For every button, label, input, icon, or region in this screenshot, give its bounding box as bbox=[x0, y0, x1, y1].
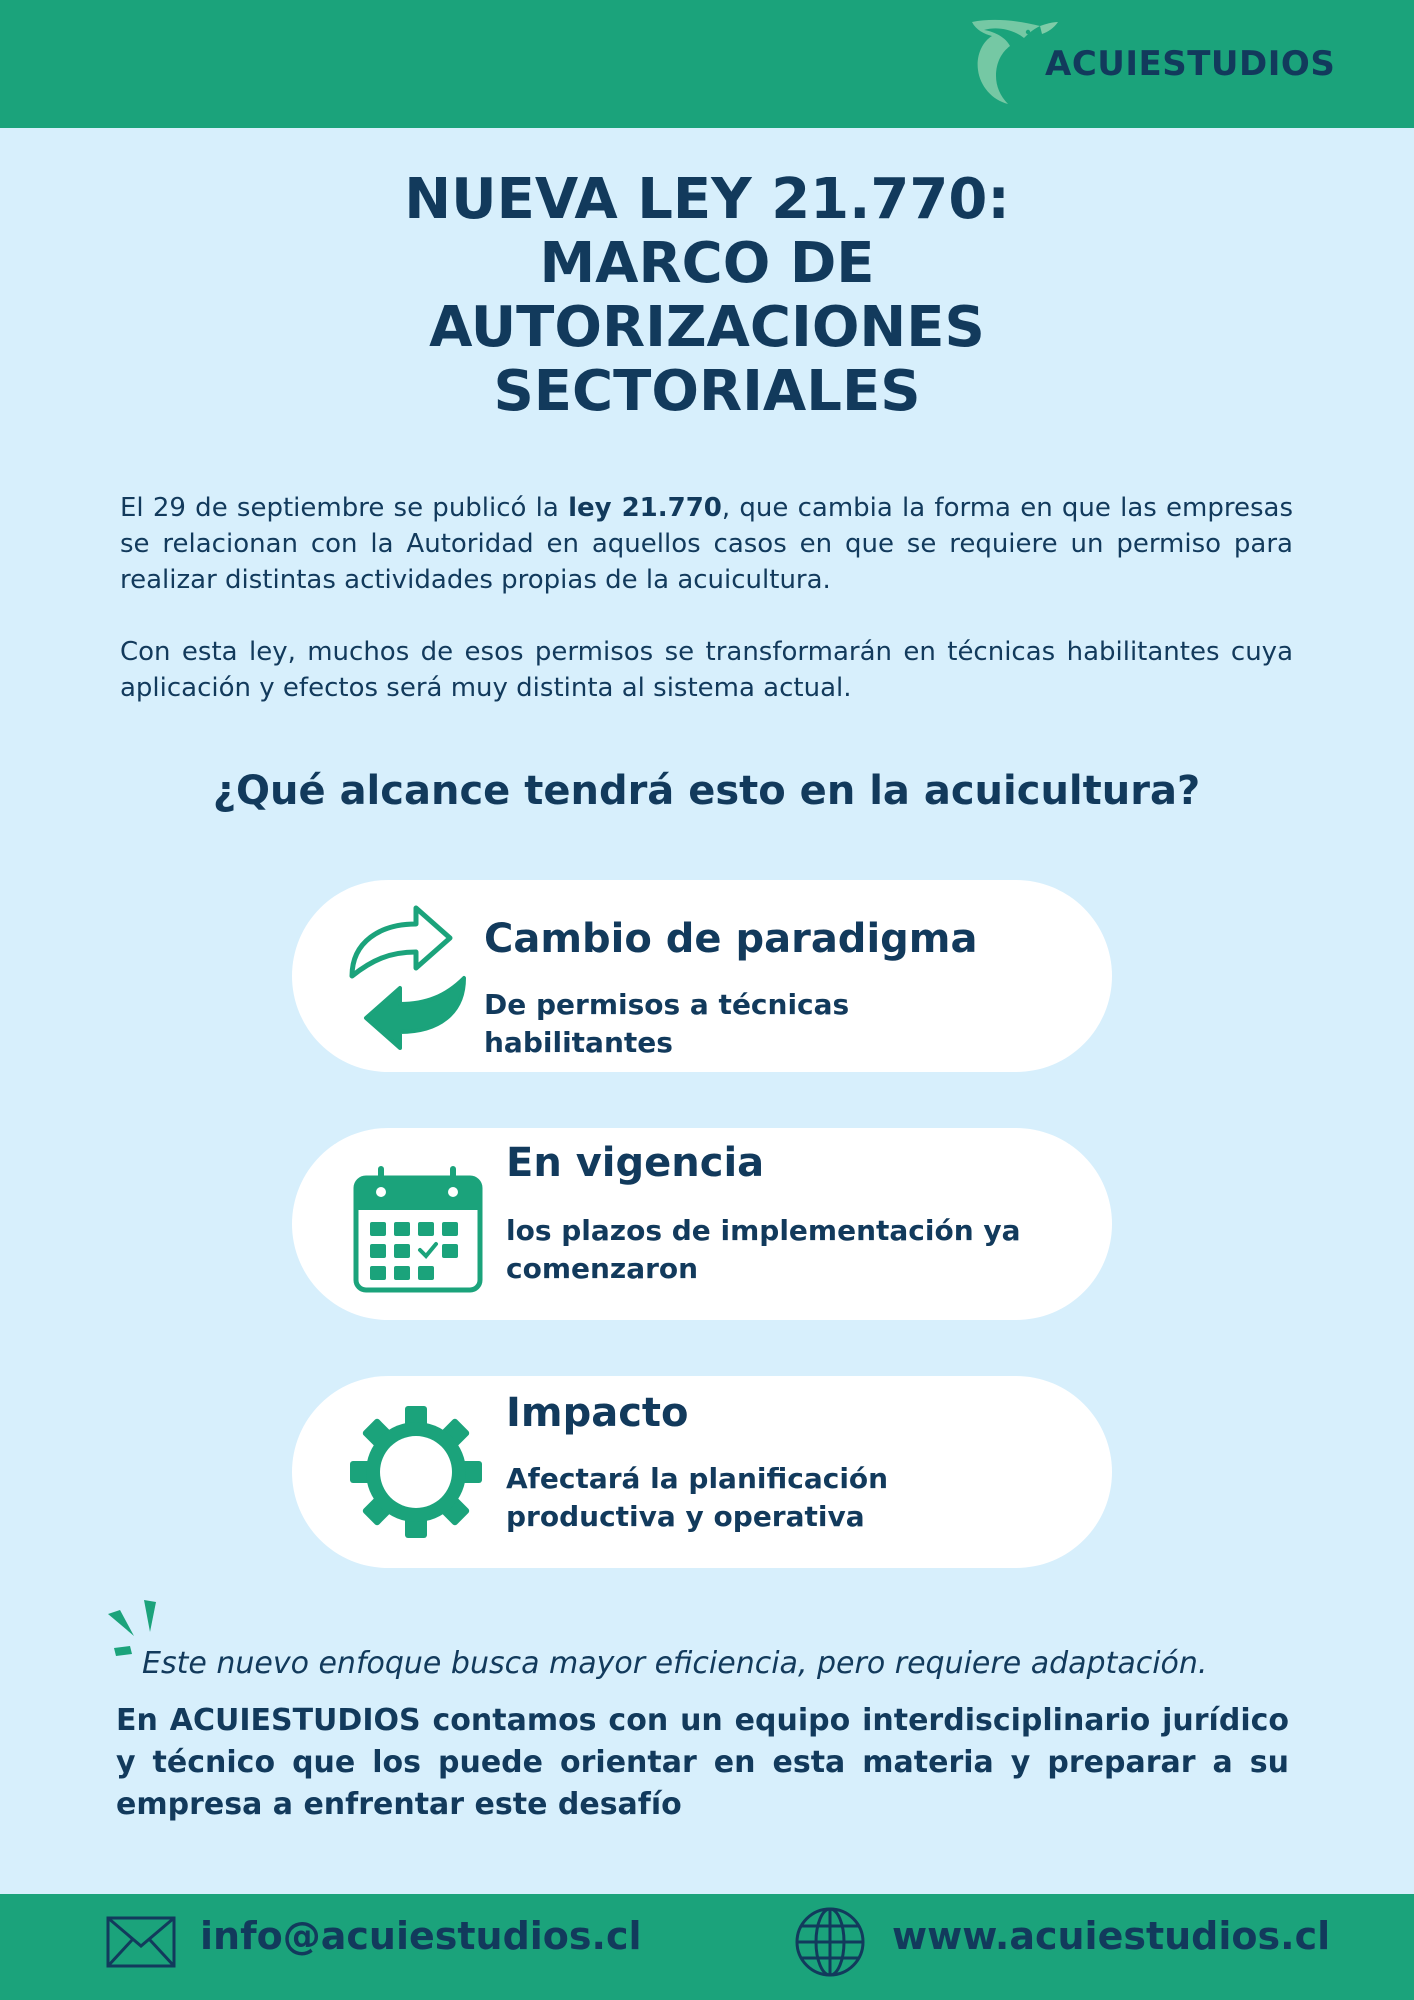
brand-name: ACUIESTUDIOS bbox=[1045, 44, 1336, 84]
header-bar bbox=[0, 0, 1414, 128]
exchange-arrows-icon bbox=[346, 902, 476, 1052]
card-subtitle: los plazos de implementación ya comenzaron bbox=[506, 1214, 1021, 1285]
card-title: Impacto bbox=[506, 1390, 689, 1436]
title-line: NUEVA LEY 21.770: bbox=[404, 167, 1010, 232]
note-text: Este nuevo enfoque busca mayor eficiencia, pero requiere adaptación. bbox=[142, 1646, 1208, 1681]
card-subtitle: De permisos a técnicas habilitantes bbox=[484, 988, 850, 1059]
card-subtitle: Afectará la planificación productiva y operativa bbox=[506, 1462, 889, 1533]
website-link[interactable]: www.acuiestudios.cl bbox=[892, 1914, 1331, 1958]
title-line: AUTORIZACIONES bbox=[429, 295, 985, 360]
closing-paragraph: En ACUIESTUDIOS contamos con un equipo interdisciplinario jurídico y técnico que los puede orientar en esta materia y preparar a su empresa a enfrentar este desafío bbox=[116, 1703, 1289, 1822]
law-number: ley 21.770 bbox=[568, 493, 722, 523]
calendar-icon bbox=[352, 1164, 484, 1296]
intro-text: , que cambia la forma en que las empresas se relacionan con la Autoridad en aquellos casos en que se requiere un permiso para realizar distintas actividades propias de la acuicultura. bbox=[120, 493, 1293, 595]
info-card-vigencia bbox=[292, 1128, 1112, 1320]
gear-icon bbox=[348, 1404, 484, 1540]
intro-paragraph bbox=[120, 490, 1293, 598]
info-card-impact bbox=[292, 1376, 1112, 1568]
card-title: En vigencia bbox=[506, 1140, 765, 1186]
globe-icon bbox=[794, 1906, 866, 1978]
info-card-paradigm bbox=[292, 880, 1112, 1072]
intro-text: El 29 de septiembre se publicó la bbox=[120, 493, 569, 523]
title-line: MARCO DE bbox=[539, 231, 875, 296]
title-line: SECTORIALES bbox=[493, 359, 921, 424]
card-title: Cambio de paradigma bbox=[484, 916, 978, 962]
envelope-icon bbox=[106, 1916, 176, 1968]
email-link[interactable]: info@acuiestudios.cl bbox=[200, 1914, 642, 1958]
page-title bbox=[300, 168, 1114, 424]
section-question: ¿Qué alcance tendrá esto en la acuicultura? bbox=[212, 768, 1201, 814]
intro-paragraph: Con esta ley, muchos de esos permisos se transformarán en técnicas habilitantes cuya aplicación y efectos será muy distinta al sistema actual. bbox=[120, 637, 1293, 703]
